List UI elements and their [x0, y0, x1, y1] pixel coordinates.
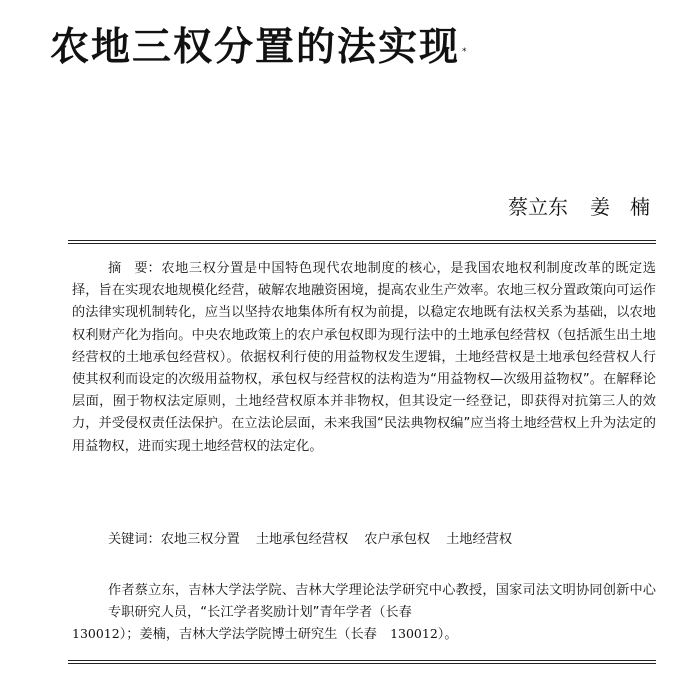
author-info-text: ）。	[437, 627, 458, 642]
bottom-rule-inner	[68, 663, 656, 664]
article-title	[50, 26, 469, 70]
author-info-text: 作者蔡立东，吉林大学法学院、吉林大学理论法学研究中心教授，国家司法文明协同创新中心专职研究人员，“长江学者奖励计划”青年学者（长春	[108, 583, 656, 620]
keywords-label: 关键词：	[108, 532, 161, 547]
top-rule-inner	[68, 243, 656, 244]
postal-code: 130012	[390, 626, 438, 641]
keyword: 农地三权分置	[160, 532, 240, 547]
article-title-text: 农地三权分置的法实现	[50, 25, 461, 70]
author-name: 蔡立东	[508, 195, 568, 219]
keyword: 农户承包权	[364, 532, 431, 547]
keywords	[108, 529, 528, 551]
title-footnote-mark: *	[462, 47, 469, 57]
keyword: 土地经营权	[446, 532, 513, 547]
author-info-text: ）；姜楠，吉林大学法学院博士研究生（长春	[119, 627, 391, 642]
bottom-rule	[68, 660, 656, 661]
postal-code: 130012	[72, 626, 120, 641]
abstract-text: 农地三权分置是中国特色现代农地制度的核心，是我国农地权利制度改革的既定选择，旨在实现农地规模化经营，破解农地融资困境，提高农业生产效率。农地三权分置政策向可运作的法律实现机制转化，应当以坚持农地集体所有权为前提，以稳定农地既有法权关系为基础，以农地权利财产化为指向。中央农地政策上的农户承包权即为现行法中的土地承包经营权（包括派生出土地经营权的土地承包经营权）。依据权利行使的用益物权发生逻辑，土地经营权是土地承包经营权人行使其权利而设定的次级用益物权，承包权与经营权的法构造为“用益物权—次级用益物权”。在解释论层面，囿于物权法定原则，土地经营权原本并非物权，但其设定一经登记，即获得对抗第三人的效力，并受侵权责任法保护。在立法论层面，未来我国“民法典物权编”应当将土地经营权上升为法定的用益物权，进而实现土地经营权的法定化。	[72, 261, 656, 454]
author-line	[508, 195, 650, 219]
keyword: 土地承包经营权	[255, 532, 349, 547]
top-rule	[68, 240, 656, 241]
author-name: 姜 楠	[590, 195, 650, 219]
abstract	[72, 258, 656, 458]
abstract-label: 摘 要：	[108, 261, 161, 276]
author-info	[72, 580, 656, 646]
